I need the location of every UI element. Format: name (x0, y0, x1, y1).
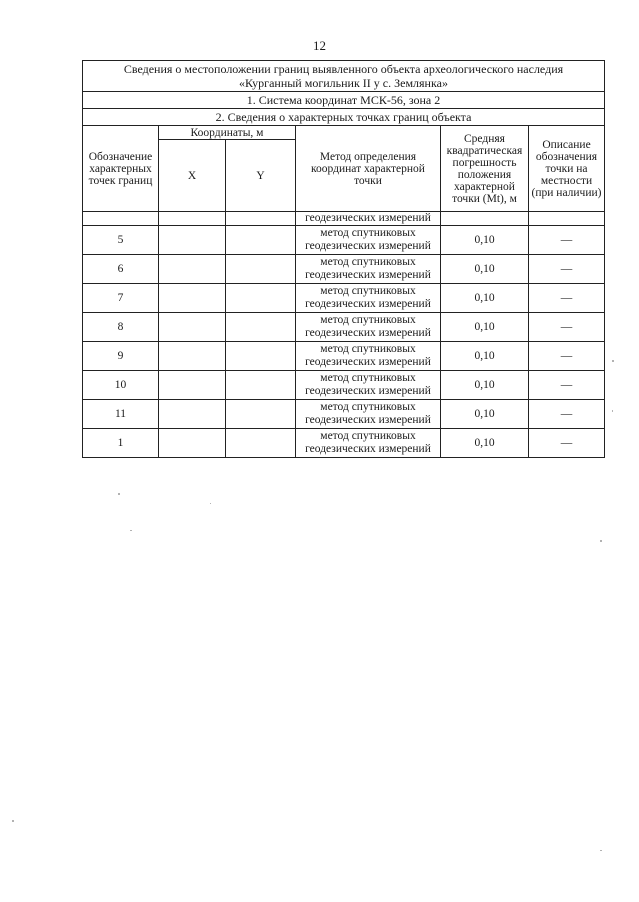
coord-x (159, 313, 226, 342)
coord-x (159, 255, 226, 284)
coord-x (159, 400, 226, 429)
table-row (83, 284, 605, 313)
point-number: 6 (83, 255, 159, 284)
method-line2: геодезических измерений (305, 443, 431, 455)
method-cell (296, 429, 441, 458)
accuracy-value: 0,10 (441, 429, 529, 458)
description-value: — (529, 342, 605, 371)
header-method: Метод определения координат характерной точки (296, 126, 441, 212)
method-line1: метод спутниковых (320, 256, 416, 268)
point-number: 8 (83, 313, 159, 342)
method-line1: метод спутниковых (320, 372, 416, 384)
table-row (83, 226, 605, 255)
method-cell (296, 400, 441, 429)
coord-y (226, 226, 296, 255)
coord-y (226, 371, 296, 400)
method-line2: геодезических измерений (305, 240, 431, 252)
table-row (83, 429, 605, 458)
partial-cell-accuracy (441, 212, 529, 226)
method-cell (296, 313, 441, 342)
description-value: — (529, 226, 605, 255)
point-number: 10 (83, 371, 159, 400)
partial-row-method: геодезических измерений (296, 212, 441, 226)
header-x: X (159, 140, 226, 212)
point-number: 5 (83, 226, 159, 255)
method-line1: метод спутниковых (320, 343, 416, 355)
partial-cell-point (83, 212, 159, 226)
method-line1: метод спутниковых (320, 314, 416, 326)
description-value: — (529, 371, 605, 400)
header-coordinates: Координаты, м (159, 126, 296, 140)
method-line1: метод спутниковых (320, 227, 416, 239)
coordinate-system-row: 1. Система координат МСК-56, зона 2 (83, 92, 605, 109)
method-cell (296, 255, 441, 284)
description-value: — (529, 284, 605, 313)
scan-speck (600, 540, 602, 542)
method-cell (296, 226, 441, 255)
scan-speck (612, 410, 613, 412)
coord-x (159, 371, 226, 400)
accuracy-value: 0,10 (441, 342, 529, 371)
method-line1: метод спутниковых (320, 285, 416, 297)
header-point-designation: Обозначение характерных точек границ (83, 126, 159, 212)
method-cell (296, 342, 441, 371)
point-number: 11 (83, 400, 159, 429)
method-line2: геодезических измерений (305, 356, 431, 368)
header-y: Y (226, 140, 296, 212)
description-value: — (529, 400, 605, 429)
method-line2: геодезических измерений (305, 414, 431, 426)
coord-y (226, 342, 296, 371)
coord-y (226, 400, 296, 429)
point-number: 9 (83, 342, 159, 371)
method-line2: геодезических измерений (305, 269, 431, 281)
table-row (83, 255, 605, 284)
accuracy-value: 0,10 (441, 284, 529, 313)
scan-speck (612, 360, 614, 362)
partial-cell-x (159, 212, 226, 226)
description-value: — (529, 313, 605, 342)
scan-speck (130, 530, 132, 531)
method-line2: геодезических измерений (305, 385, 431, 397)
header-accuracy: Средняя квадратическая погрешность положения характерной точки (Mt), м (441, 126, 529, 212)
method-line2: геодезических измерений (305, 298, 431, 310)
points-section-row: 2. Сведения о характерных точках границ объекта (83, 109, 605, 126)
page-number: 12 (313, 38, 326, 53)
table-row (83, 371, 605, 400)
method-cell (296, 371, 441, 400)
method-line1: метод спутниковых (320, 401, 416, 413)
description-value: — (529, 429, 605, 458)
partial-cell-y (226, 212, 296, 226)
table-title-line2: «Курганный могильник II у с. Землянка» (239, 76, 448, 90)
coord-y (226, 255, 296, 284)
coord-y (226, 429, 296, 458)
partial-cell-description (529, 212, 605, 226)
scan-speck (12, 820, 14, 822)
coord-x (159, 342, 226, 371)
method-line2: геодезических измерений (305, 327, 431, 339)
method-line1: метод спутниковых (320, 430, 416, 442)
coord-x (159, 284, 226, 313)
scan-speck (118, 493, 120, 495)
accuracy-value: 0,10 (441, 400, 529, 429)
table-row (83, 342, 605, 371)
scan-speck (210, 503, 211, 504)
table-title-line1: Сведения о местоположении границ выявленного объекта археологического наследия (123, 62, 564, 76)
table-row (83, 313, 605, 342)
boundary-points-table (82, 60, 605, 458)
table-title (83, 61, 605, 92)
coord-x (159, 226, 226, 255)
accuracy-value: 0,10 (441, 226, 529, 255)
coord-y (226, 313, 296, 342)
accuracy-value: 0,10 (441, 255, 529, 284)
point-number: 1 (83, 429, 159, 458)
header-description: Описание обозначения точки на местности (при наличии) (529, 126, 605, 212)
accuracy-value: 0,10 (441, 371, 529, 400)
scan-speck (600, 850, 602, 851)
description-value: — (529, 255, 605, 284)
coord-x (159, 429, 226, 458)
accuracy-value: 0,10 (441, 313, 529, 342)
method-cell (296, 284, 441, 313)
table-row (83, 400, 605, 429)
coord-y (226, 284, 296, 313)
point-number: 7 (83, 284, 159, 313)
